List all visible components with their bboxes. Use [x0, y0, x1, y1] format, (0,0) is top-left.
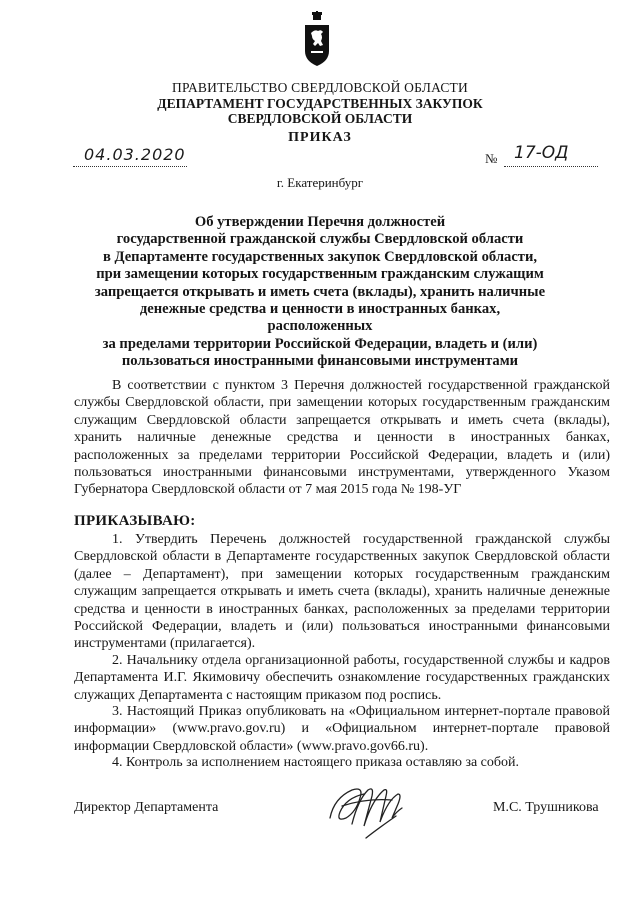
order-item-3: 3. Настоящий Приказ опубликовать на «Официальном интернет-портале правовой информации» (www.pravo.gov.ru) и «Официальном интернет-портале правовой информации Свердловской области» (www.pravo.gov66.ru).	[74, 704, 610, 754]
title-line: пользоваться иностранными финансовыми инструментами	[121, 353, 519, 370]
title-line: за пределами территории Российской Федерации, владеть и (или)	[102, 335, 538, 352]
document-type-heading: ПРИКАЗ	[288, 130, 352, 145]
order-item-1: 1. Утвердить Перечень должностей государственной гражданской службы Свердловской области в Департаменте государственных закупок Свердловской области (далее – Департамент), при замещении которых государственным гражданским служащим запрещается открывать и иметь счета (вклады), хранить наличные денежные средства и ценности в иностранных банках, расположенных за пределами территории Российской Федерации, владеть и (или) пользоваться иностранными финансовыми инструментами (прилагается).	[74, 532, 610, 652]
signatory-name: М.С. Трушникова	[493, 800, 599, 815]
date-underline	[73, 166, 187, 167]
order-date: 04.03.2020	[84, 145, 186, 164]
handwritten-signature	[322, 776, 418, 846]
department-heading-line-2: СВЕРДЛОВСКОЙ ОБЛАСТИ	[227, 111, 413, 126]
title-line: Об утверждении Перечня должностей	[194, 214, 446, 230]
order-item-2: 2. Начальнику отдела организационной работы, государственной службы и кадров Департамента И.Г. Якимовичу обеспечить ознакомление государственных гражданских служащих Департамента с настоящим приказом под роспись.	[74, 653, 610, 703]
preamble-paragraph: В соответствии с пунктом 3 Перечня должностей государственной гражданской службы Свердловской области, при замещении которых государственным гражданским служащим Свердловской области запрещается открывать и иметь счета (вклады), хранить наличные денежные средства и ценности в иностранных банках, расположенных за пределами территории Российской Федерации, владеть и (или) пользоваться иностранными финансовыми инструментами, утвержденного Указом Губернатора Свердловской области от 7 мая 2015 года № 198-УГ	[74, 378, 610, 498]
order-number: 17-ОД	[514, 143, 569, 163]
orders-word: ПРИКАЗЫВАЮ:	[74, 513, 196, 529]
signatory-position: Директор Департамента	[74, 800, 219, 815]
order-title	[90, 214, 550, 371]
city: г. Екатеринбург	[276, 175, 364, 190]
title-line: запрещается открывать и иметь счета (вклады), хранить наличные	[94, 283, 546, 300]
title-line: денежные средства и ценности в иностранных банках, расположенных	[139, 301, 501, 335]
title-line: в Департаменте государственных закупок Свердловской области,	[102, 248, 538, 265]
department-heading-line-1: ДЕПАРТАМЕНТ ГОСУДАРСТВЕННЫХ ЗАКУПОК	[157, 96, 483, 111]
title-line: государственной гражданской службы Свердловской области	[116, 231, 524, 248]
coat-of-arms-emblem	[303, 11, 331, 67]
order-item-4: 4. Контроль за исполнением настоящего приказа оставляю за собой.	[112, 755, 520, 770]
order-number-label: №	[485, 151, 498, 166]
government-heading: ПРАВИТЕЛЬСТВО СВЕРДЛОВСКОЙ ОБЛАСТИ	[172, 80, 468, 95]
number-underline	[504, 166, 598, 167]
title-line: при замещении которых государственным гражданским служащим	[96, 266, 544, 283]
